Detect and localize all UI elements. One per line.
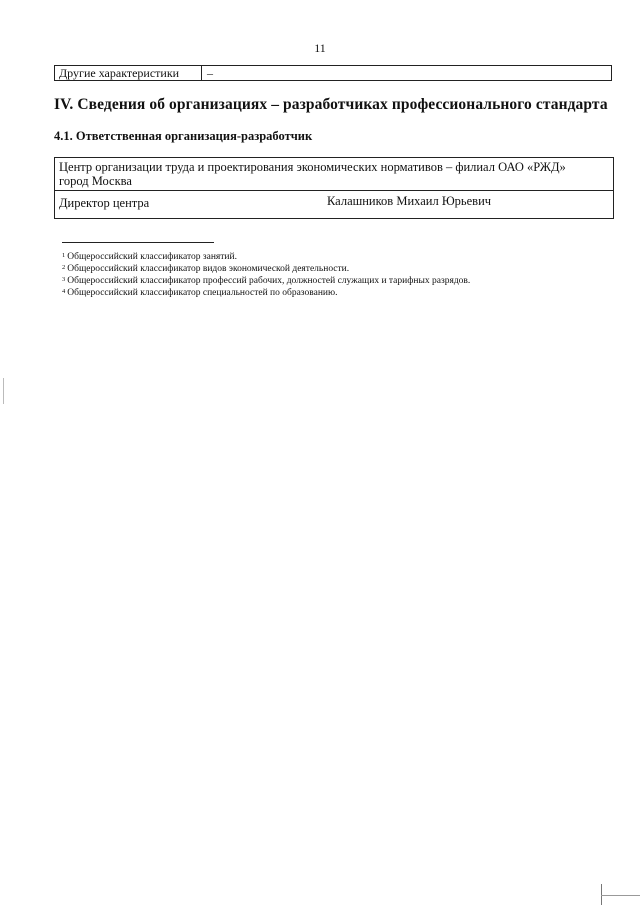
footnote-item: $^3$ Общероссийский классификатор профессий рабочих, должностей служащих и тарифных разрядов. <box>62 276 471 286</box>
other-characteristics-value: – <box>207 66 213 80</box>
footnote-item: $^4$ Общероссийский классификатор специальностей по образованию. <box>62 288 338 298</box>
page-number: 11 <box>314 41 326 55</box>
other-characteristics-table <box>54 65 612 81</box>
organization-name-row <box>55 158 613 191</box>
subsection-title: 4.1. Ответственная организация-разработчик <box>54 129 313 143</box>
head-position: Директор центра <box>59 196 150 210</box>
section-title: IV. Сведения об организациях – разработчиках профессионального стандарта <box>54 96 608 113</box>
organization-head-row <box>55 191 613 218</box>
head-name: Калашников Михаил Юрьевич <box>327 194 492 208</box>
footnote-separator <box>62 242 214 243</box>
organization-city: город Москва <box>59 174 132 188</box>
footnote-item: $^2$ Общероссийский классификатор видов экономической деятельности. <box>62 264 350 274</box>
footnotes <box>62 251 470 299</box>
scan-corner-line <box>601 895 640 896</box>
organization-name: Центр организации труда и проектирования экономических нормативов – филиал ОАО «РЖД» <box>59 160 566 174</box>
other-characteristics-label: Другие характеристики <box>55 66 202 80</box>
organization-table <box>54 157 614 219</box>
scan-edge-mark <box>3 378 4 404</box>
footnote-item: $^1$ Общероссийский классификатор занятий. <box>62 252 237 262</box>
